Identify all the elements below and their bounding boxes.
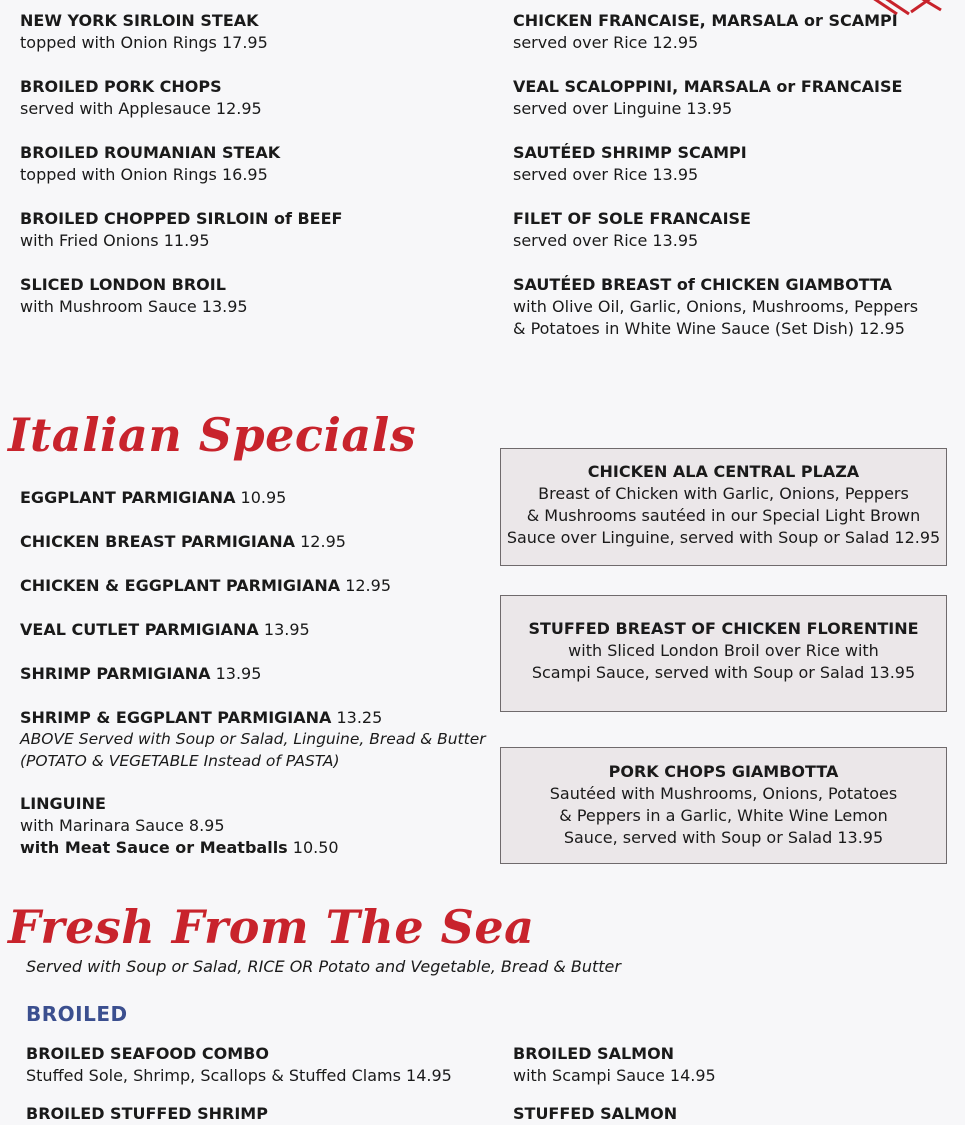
- item-desc: Stuffed Sole, Shrimp, Scallops & Stuffed Clams 14.95: [26, 1066, 452, 1085]
- item-desc: topped with Onion Rings 17.95: [20, 33, 268, 52]
- special-name: CHICKEN ALA CENTRAL PLAZA: [587, 462, 860, 481]
- menu-item: [20, 619, 310, 641]
- special-desc: with Sliced London Broil over Rice with Scampi Sauce, served with Soup or Salad 13.95: [531, 641, 916, 682]
- special-desc: Breast of Chicken with Garlic, Onions, Peppers & Mushrooms sautéed in our Special Light Brown Sauce over Linguine, served with Soup or Salad 12.95: [506, 484, 941, 547]
- menu-item: [20, 208, 342, 252]
- item-name: LINGUINE: [20, 794, 106, 813]
- menu-item: [20, 274, 248, 318]
- menu-item: [20, 663, 261, 685]
- item-name: NEW YORK SIRLOIN STEAK: [20, 11, 259, 30]
- menu-item: [513, 10, 898, 54]
- item-desc: served over Rice 12.95: [513, 33, 699, 52]
- item-desc: served with Applesauce 12.95: [20, 99, 262, 118]
- item-name: BROILED ROUMANIAN STEAK: [20, 143, 281, 162]
- italian-note-continued: (POTATO & VEGETABLE Instead of PASTA): [20, 752, 340, 770]
- item-name: FILET OF SOLE FRANCAISE: [513, 209, 751, 228]
- item-name: VEAL CUTLET PARMIGIANA: [20, 620, 259, 639]
- menu-item-linguine: [20, 793, 339, 859]
- item-desc: served over Rice 13.95: [513, 231, 699, 250]
- item-name: BROILED SALMON: [513, 1044, 675, 1063]
- item-desc: with Olive Oil, Garlic, Onions, Mushrooms, Peppers: [513, 297, 919, 316]
- item-name: BROILED STUFFED SHRIMP: [26, 1104, 268, 1123]
- menu-item: [20, 76, 262, 120]
- menu-item: [20, 531, 346, 553]
- item-desc: served over Linguine 13.95: [513, 99, 733, 118]
- item-desc: with Marinara Sauce 8.95: [20, 816, 225, 835]
- item-price: 10.95: [240, 488, 287, 507]
- item-name: BROILED CHOPPED SIRLOIN of BEEF: [20, 209, 343, 228]
- special-box: [500, 448, 947, 566]
- special-box: [500, 747, 947, 864]
- special-desc: Sautéed with Mushrooms, Onions, Potatoes & Peppers in a Garlic, White Wine Lemon Sauce, served with Soup or Salad 13.95: [549, 784, 898, 847]
- menu-item: [513, 1103, 677, 1125]
- menu-item: [513, 1043, 716, 1087]
- special-box: [500, 595, 947, 712]
- item-name: STUFFED SALMON: [513, 1104, 678, 1123]
- item-name: SHRIMP & EGGPLANT PARMIGIANA: [20, 708, 332, 727]
- menu-item: [20, 487, 286, 509]
- item-desc-continued: & Potatoes in White Wine Sauce (Set Dish) 12.95: [513, 319, 905, 338]
- menu-item: [513, 274, 918, 340]
- item-name: CHICKEN & EGGPLANT PARMIGIANA: [20, 576, 341, 595]
- item-desc: with Scampi Sauce 14.95: [513, 1066, 716, 1085]
- item-price: 10.50: [292, 838, 339, 857]
- item-price: 12.95: [345, 576, 391, 595]
- item-price: 13.95: [263, 620, 310, 639]
- item-price: 13.25: [336, 708, 383, 727]
- item-price: 12.95: [300, 532, 346, 551]
- menu-item: [20, 575, 391, 597]
- item-desc: with Mushroom Sauce 13.95: [20, 297, 248, 316]
- menu-item: [513, 142, 747, 186]
- section-title-sea: Fresh From The Sea: [8, 900, 535, 954]
- item-name: BROILED SEAFOOD COMBO: [26, 1044, 269, 1063]
- item-desc: topped with Onion Rings 16.95: [20, 165, 268, 184]
- item-variant: with Meat Sauce or Meatballs: [20, 838, 288, 857]
- item-name: CHICKEN BREAST PARMIGIANA: [20, 532, 296, 551]
- item-desc: served over Rice 13.95: [513, 165, 699, 184]
- menu-item: [20, 10, 268, 54]
- menu-item: [513, 208, 751, 252]
- menu-item: [513, 76, 902, 120]
- menu-item: [20, 142, 280, 186]
- item-name: SAUTÉED BREAST of CHICKEN GIAMBOTTA: [513, 275, 893, 294]
- item-name: BROILED PORK CHOPS: [20, 77, 222, 96]
- sub-heading-broiled: BROILED: [26, 1002, 128, 1026]
- item-name: CHICKEN FRANCAISE, MARSALA or SCAMPI: [513, 11, 898, 30]
- special-name: PORK CHOPS GIAMBOTTA: [608, 762, 839, 781]
- item-name: SAUTÉED SHRIMP SCAMPI: [513, 143, 747, 162]
- item-name: SLICED LONDON BROIL: [20, 275, 226, 294]
- sea-note: Served with Soup or Salad, RICE OR Potato and Vegetable, Bread & Butter: [26, 957, 621, 976]
- item-name: EGGPLANT PARMIGIANA: [20, 488, 236, 507]
- special-name: STUFFED BREAST OF CHICKEN FLORENTINE: [528, 619, 919, 638]
- menu-item: [26, 1103, 268, 1125]
- item-desc: with Fried Onions 11.95: [20, 231, 210, 250]
- item-name: VEAL SCALOPPINI, MARSALA or FRANCAISE: [513, 77, 903, 96]
- item-name: SHRIMP PARMIGIANA: [20, 664, 211, 683]
- section-title-italian: Italian Specials: [8, 408, 417, 462]
- menu-item: [26, 1043, 452, 1087]
- item-price: 13.95: [215, 664, 262, 683]
- menu-item: [20, 707, 382, 729]
- italian-note: ABOVE Served with Soup or Salad, Linguine, Bread & Butter: [20, 730, 486, 748]
